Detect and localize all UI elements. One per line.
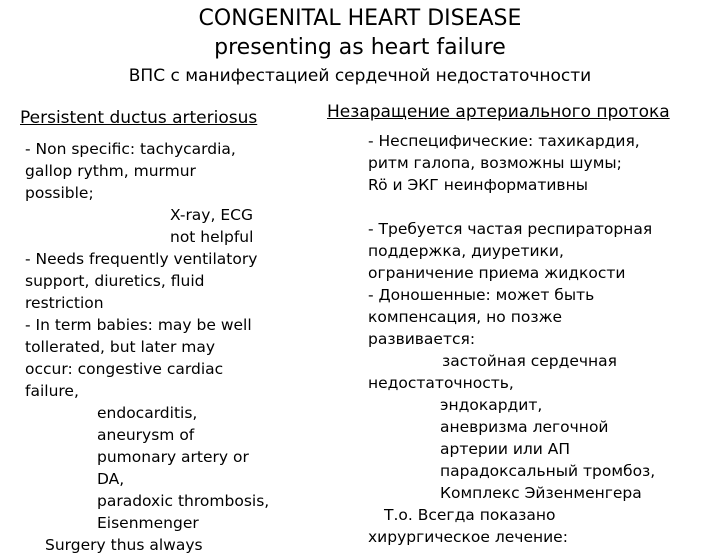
left-line: - Non specific: tachycardia, <box>25 140 236 158</box>
right-line: парадоксальный тромбоз, <box>440 462 656 480</box>
right-line: артерии или АП <box>440 440 571 458</box>
right-line: - Доношенные: может быть <box>368 286 595 304</box>
title-line-1: CONGENITAL HEART DISEASE <box>198 6 522 31</box>
left-column-body <box>25 138 315 556</box>
right-line: застойная сердечная <box>442 352 617 370</box>
left-line: occur: congestive cardiac <box>25 360 224 378</box>
left-line: - Needs frequently ventilatory <box>25 250 258 268</box>
subtitle: ВПС с манифестацией сердечной недостаточности <box>128 66 592 86</box>
left-line: aneurysm of <box>97 426 195 444</box>
right-column-body <box>368 130 713 548</box>
right-line: ритм галопа, возможны шумы; <box>368 154 622 172</box>
right-line: ограничение приема жидкости <box>368 264 626 282</box>
left-column-heading: Persistent ductus arteriosus <box>20 108 258 128</box>
left-line: tollerated, but later may <box>25 338 216 356</box>
left-line: Eisenmenger <box>97 514 199 532</box>
right-line: компенсация, но позже <box>368 308 563 326</box>
right-line: - Требуется частая респираторная <box>368 220 653 238</box>
left-line: possible; <box>25 184 94 202</box>
right-column-heading: Незаращение артериального протока <box>327 102 670 122</box>
right-line: - Неспецифические: тахикардия, <box>368 132 640 150</box>
left-line: not helpful <box>170 228 254 246</box>
left-line: DA, <box>97 470 125 488</box>
right-line: эндокардит, <box>440 396 543 414</box>
right-line: Комплекс Эйзенменгера <box>440 484 642 502</box>
left-line: - In term babies: may be well <box>25 316 252 334</box>
left-line: Surgery thus always <box>45 536 203 554</box>
left-line: paradoxic thrombosis, <box>97 492 270 510</box>
right-line: развивается: <box>368 330 476 348</box>
right-line: аневризма легочной <box>440 418 609 436</box>
right-line: хирургическое лечение: <box>368 528 568 546</box>
right-line: недостаточность, <box>368 374 514 392</box>
left-line: X-ray, ECG <box>170 206 253 224</box>
left-line: endocarditis, <box>97 404 198 422</box>
right-line: Т.о. Всегда показано <box>384 506 556 524</box>
right-line: поддержка, диуретики, <box>368 242 564 260</box>
right-line <box>368 196 713 218</box>
left-line: gallop rythm, murmur <box>25 162 196 180</box>
left-line: support, diuretics, fluid <box>25 272 205 290</box>
left-line: restriction <box>25 294 104 312</box>
title-line-2: presenting as heart failure <box>214 35 506 60</box>
left-line: failure, <box>25 382 79 400</box>
left-line: pumonary artery or <box>97 448 249 466</box>
right-line: Rö и ЭКГ неинформативны <box>368 176 588 194</box>
